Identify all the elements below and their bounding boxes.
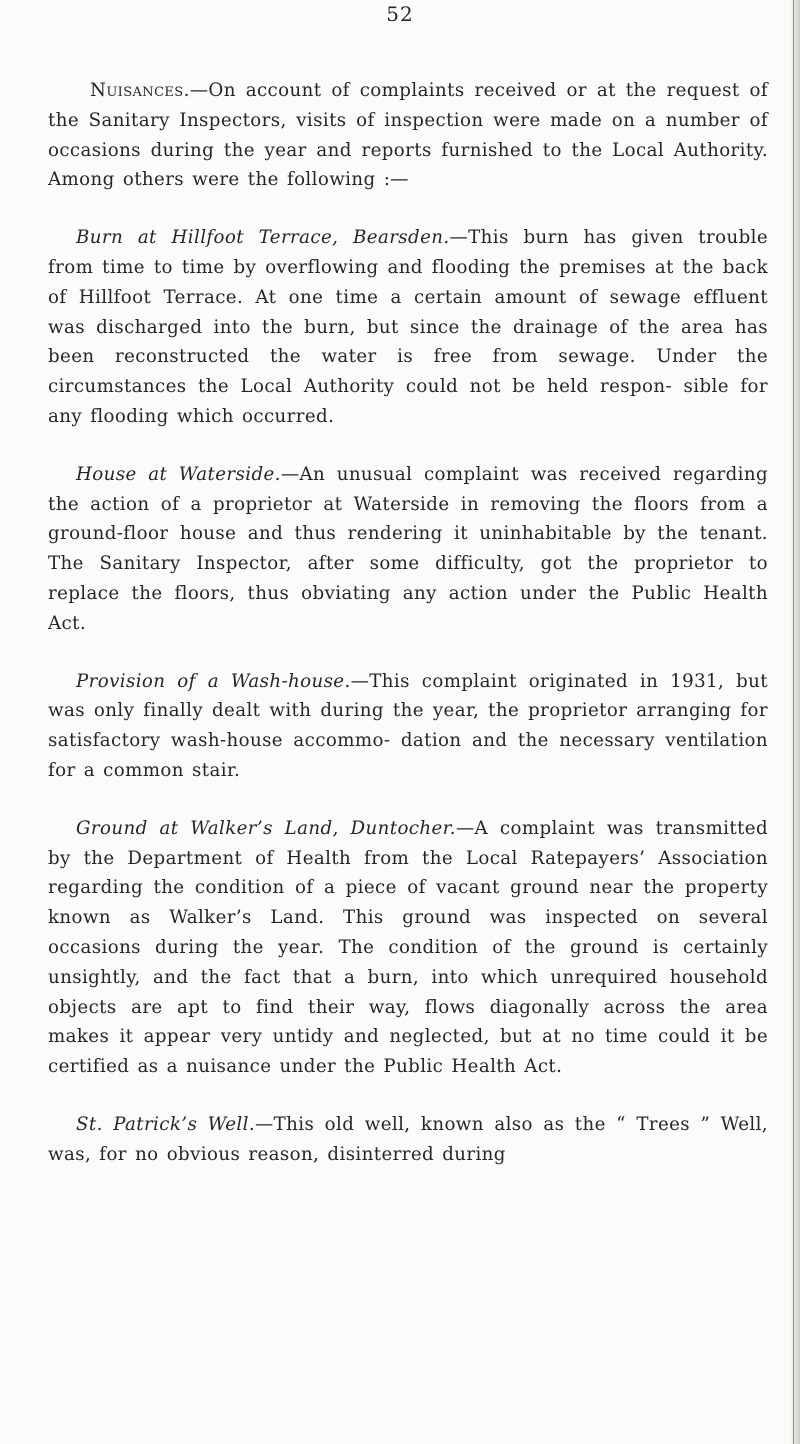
paragraph-heading-wash-house: Provision of a Wash-house. [76, 670, 351, 692]
paragraph-heading-st-patricks-well: St. Patrick’s Well. [76, 1113, 256, 1135]
paragraph-text-house-waterside: —An unusual complaint was received regarding the action of a proprietor at Waterside in removing the floors from a ground-floor house and thus rendering it uninhabitable by the tenant. The Sanitary Inspector, after some difficulty, got the proprietor to replace the floors, thus obviating any action under the Public Health Act. [48, 463, 769, 634]
paragraph-walkers-land [48, 814, 768, 1082]
page-body [48, 76, 768, 1198]
paragraph-text-walkers-land: —A complaint was transmitted by the Department of Health from the Local Ratepayers’ Association regarding the condition of a piece of vacant ground near the property known as Walker’s Land. This ground was inspected on several occasions during the year. The condition of the ground is certainly unsightly, and the fact that a burn, into which unrequired household objects are apt to find their way, flows diagonally across the area makes it appear very untidy and neglected, but at no time could it be certified as a nuisance under the Public Health Act. [48, 817, 768, 1078]
paragraph-text-nuisances: —On account of complaints received or at the request of the Sanitary Inspectors, visits of inspection were made on a number of occasions during the year and reports furnished to the Local Authority. Among others were the following :— [48, 80, 768, 191]
paragraph-burn-hillfoot [48, 223, 768, 432]
page-edge-line [793, 0, 794, 1444]
paragraph-text-wash-house: —This complaint originated in 1931, but was only finally dealt with during the year, the proprietor arranging for satisfactory wash-house accommo- dation and the necessary ventilation for a common stair. [48, 670, 768, 781]
paragraph-nuisances [48, 76, 768, 195]
paragraph-st-patricks-well [48, 1110, 768, 1170]
paragraph-text-st-patricks-well: —This old well, known also as the “ Trees ” Well, was, for no obvious reason, disinterred during [48, 1113, 768, 1165]
page-number: 52 [386, 2, 414, 26]
paragraph-heading-burn-hillfoot: Burn at Hillfoot Terrace, Bearsden. [76, 227, 450, 249]
paragraph-house-waterside [48, 460, 768, 639]
paragraph-heading-nuisances: Nuisances. [90, 80, 190, 101]
paragraph-heading-house-waterside: House at Waterside. [76, 463, 281, 485]
paragraph-text-burn-hillfoot: —This burn has given trouble from time to time by overflowing and flooding the premises at the back of Hillfoot Terrace. At one time a certain amount of sewage effluent was discharged into the burn, but since the drainage of the area has been reconstructed the water is free from sewage. Under the circumstances the Local Authority could not be held respon- sible for any flooding which occurred. [48, 227, 768, 427]
paragraph-heading-walkers-land: Ground at Walker’s Land, Duntocher. [76, 817, 456, 839]
page-edge-shadow [790, 0, 800, 1444]
paragraph-wash-house [48, 667, 768, 786]
